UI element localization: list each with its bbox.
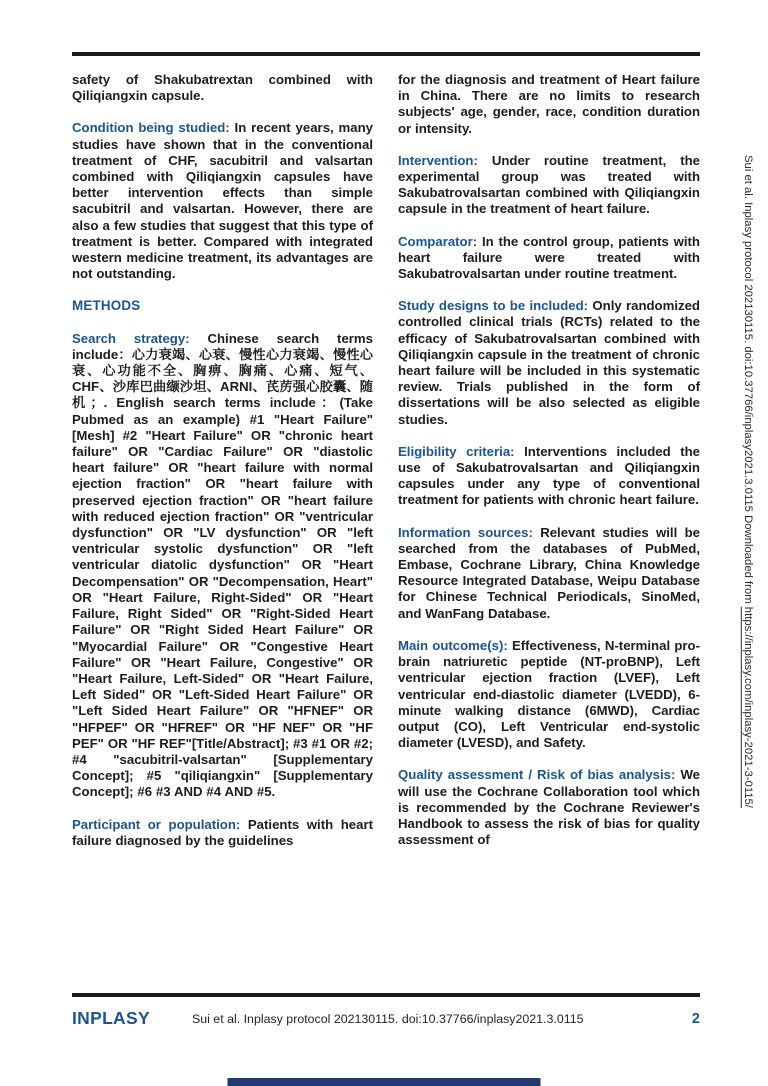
paragraph-comparator: [398, 234, 700, 283]
paragraph-intervention: [398, 153, 700, 218]
field-label: Quality assessment / Risk of bias analysis:: [398, 767, 676, 783]
field-text: safety of Shakubatrextan combined with Qiliqiangxin capsule.: [72, 72, 373, 104]
margin-citation-text: Sui et al. Inplasy protocol 202130115. doi:10.37766/inplasy2021.3.0115 Downloaded from: [742, 155, 754, 607]
bottom-navy-bar: [228, 1078, 541, 1086]
field-text: Under routine treatment, the experimental group was treated with Sakubatrovalsartan combined with Qiliqiangxin capsule in the treatment of heart failure.: [398, 152, 700, 217]
field-text: Effectiveness, N-terminal pro-brain natriuretic peptide (NT-proBNP), Left ventricular ejection fraction (LVEF), Left ventricular end-diastolic diameter (LVEDD), 6-minute walking distance (6MWD), Cardiac output (CO), Left Ventricular end-systolic diameter (LVESD), and Safety.: [398, 637, 700, 751]
paragraph-continuation: [72, 72, 373, 104]
paragraph-participant-or-population: [72, 817, 373, 849]
top-rule: [72, 52, 700, 56]
footer-rule: [72, 993, 700, 997]
field-text: We will use the Cochrane Collaboration tool which is recommended by the Cochrane Reviewer's Handbook to assess the risk of bias for quality assessment of: [398, 767, 700, 848]
footer-citation: Sui et al. Inplasy protocol 202130115. doi:10.37766/inplasy2021.3.0115: [191, 1011, 584, 1026]
paragraph-eligibility-criteria: [398, 444, 700, 509]
field-label: Information sources:: [398, 524, 533, 540]
right-column: [398, 72, 700, 990]
field-label: Condition being studied:: [72, 120, 230, 136]
field-label: Study designs to be included:: [398, 298, 589, 314]
paragraph-information-sources: [398, 525, 700, 622]
page-number: 2: [691, 1010, 700, 1027]
field-text: In the control group, patients with heart failure were treated with Sakubatrovalsartan under routine treatment.: [398, 233, 700, 282]
field-label: Comparator:: [398, 233, 478, 249]
field-text: Patients with heart failure diagnosed by the guidelines: [72, 816, 373, 848]
field-text: for the diagnosis and treatment of Heart failure in China. There are no limits to research subjects' age, gender, race, condition duration or intensity.: [398, 72, 700, 136]
left-column: [72, 72, 373, 990]
field-label: Participant or population:: [72, 816, 241, 832]
field-text: Only randomized controlled clinical trials (RCTs) related to the efficacy of Sakubatrovalsartan combined with Qiliqiangxin capsule in the treatment of chronic heart failure will be included in this systematic review. Trials published in the form of dissertations will be also selected as eligible studies.: [398, 298, 700, 427]
field-label: Intervention:: [398, 152, 478, 168]
footer: [72, 1008, 700, 1029]
field-text: Interventions included the use of Sakubatrovalsartan and Qiliqiangxin capsules under any type of conventional treatment for patients with chronic heart failure.: [398, 443, 700, 508]
margin-citation-link[interactable]: https://inplasy.com/inplasy-2021-3-0115/: [742, 606, 754, 808]
paragraph-condition-being-studied: [72, 120, 373, 282]
section-heading-methods: METHODS: [72, 298, 141, 314]
paragraph-quality-assessment: [398, 767, 700, 848]
field-text: In recent years, many studies have shown that in the conventional treatment of CHF, sacubitril and valsartan combined with Qiliqiangxin capsules have better intervention effects than simple sacubitril and valsartan. However, there are also a few studies that suggest that this type of treatment is better. Compared with integrated western medicine treatment, its advantages are not outstanding.: [72, 120, 373, 282]
paragraph-search-strategy: [72, 331, 373, 801]
field-text: Relevant studies will be searched from the databases of PubMed, Embase, Cochrane Library, China Knowledge Resource Integrated Database, Weipu Database for Chinese Technical Periodicals, SinoMed, and WanFang Database.: [398, 524, 700, 621]
field-label: Search strategy:: [72, 330, 190, 346]
body-columns: [72, 72, 700, 990]
paragraph-study-designs: [398, 298, 700, 428]
field-label: Eligibility criteria:: [398, 443, 515, 459]
field-text: Chinese search terms include：心力衰竭、心衰、慢性心力衰竭、慢性心衰、心功能不全、胸痹、胸痛、心痛、短气、CHF、沙库巴曲缬沙坦、ARNI、芪苈强心胶囊、随机；. English search terms include：(Take Pubmed as an example) #1 "Heart Failure"[Mesh] #2 "Heart Failure" OR "chronic heart failure" OR "Cardiac Failure" OR "diastolic heart failure" OR "heart failure with normal ejection fraction" OR "heart failure with preserved ejection fraction" OR "heart failure with reduced ejection fraction" OR "ventricular dysfunction" OR "LV dysfunction" OR "left ventricular systolic dysfunction" OR "left ventricular diatolic dysfunction" OR "Heart Decompensation" OR "Decompensation, Heart" OR "Heart Failure, Right-Sided" OR "Heart Failure, Right Sided" OR "Right-Sided Heart Failure" OR "Right Sided Heart Failure" OR "Myocardial Failure" OR "Congestive Heart Failure" OR "Heart Failure, Congestive" OR "Heart Failure, Left-Sided" OR "Heart Failure, Left Sided" OR "Left-Sided Heart Failure" OR "Left Sided Heart Failure" OR "HFNEF" OR "HFPEF" OR "HFREF" OR "HF NEF" OR "HF PEF" OR "HF REF"[Title/Abstract]; #3 #1 OR #2; #4 "sacubitril-valsartan" [Supplementary Concept]; #5 "qiliqiangxin" [Supplementary Concept]; #6 #3 AND #4 AND #5.: [72, 330, 373, 800]
inplasy-logo: INPLASY: [72, 1008, 150, 1028]
paragraph-continuation: [398, 72, 700, 137]
paragraph-main-outcomes: [398, 638, 700, 751]
field-label: Main outcome(s):: [398, 637, 508, 653]
rotated-margin-citation: [741, 155, 755, 965]
